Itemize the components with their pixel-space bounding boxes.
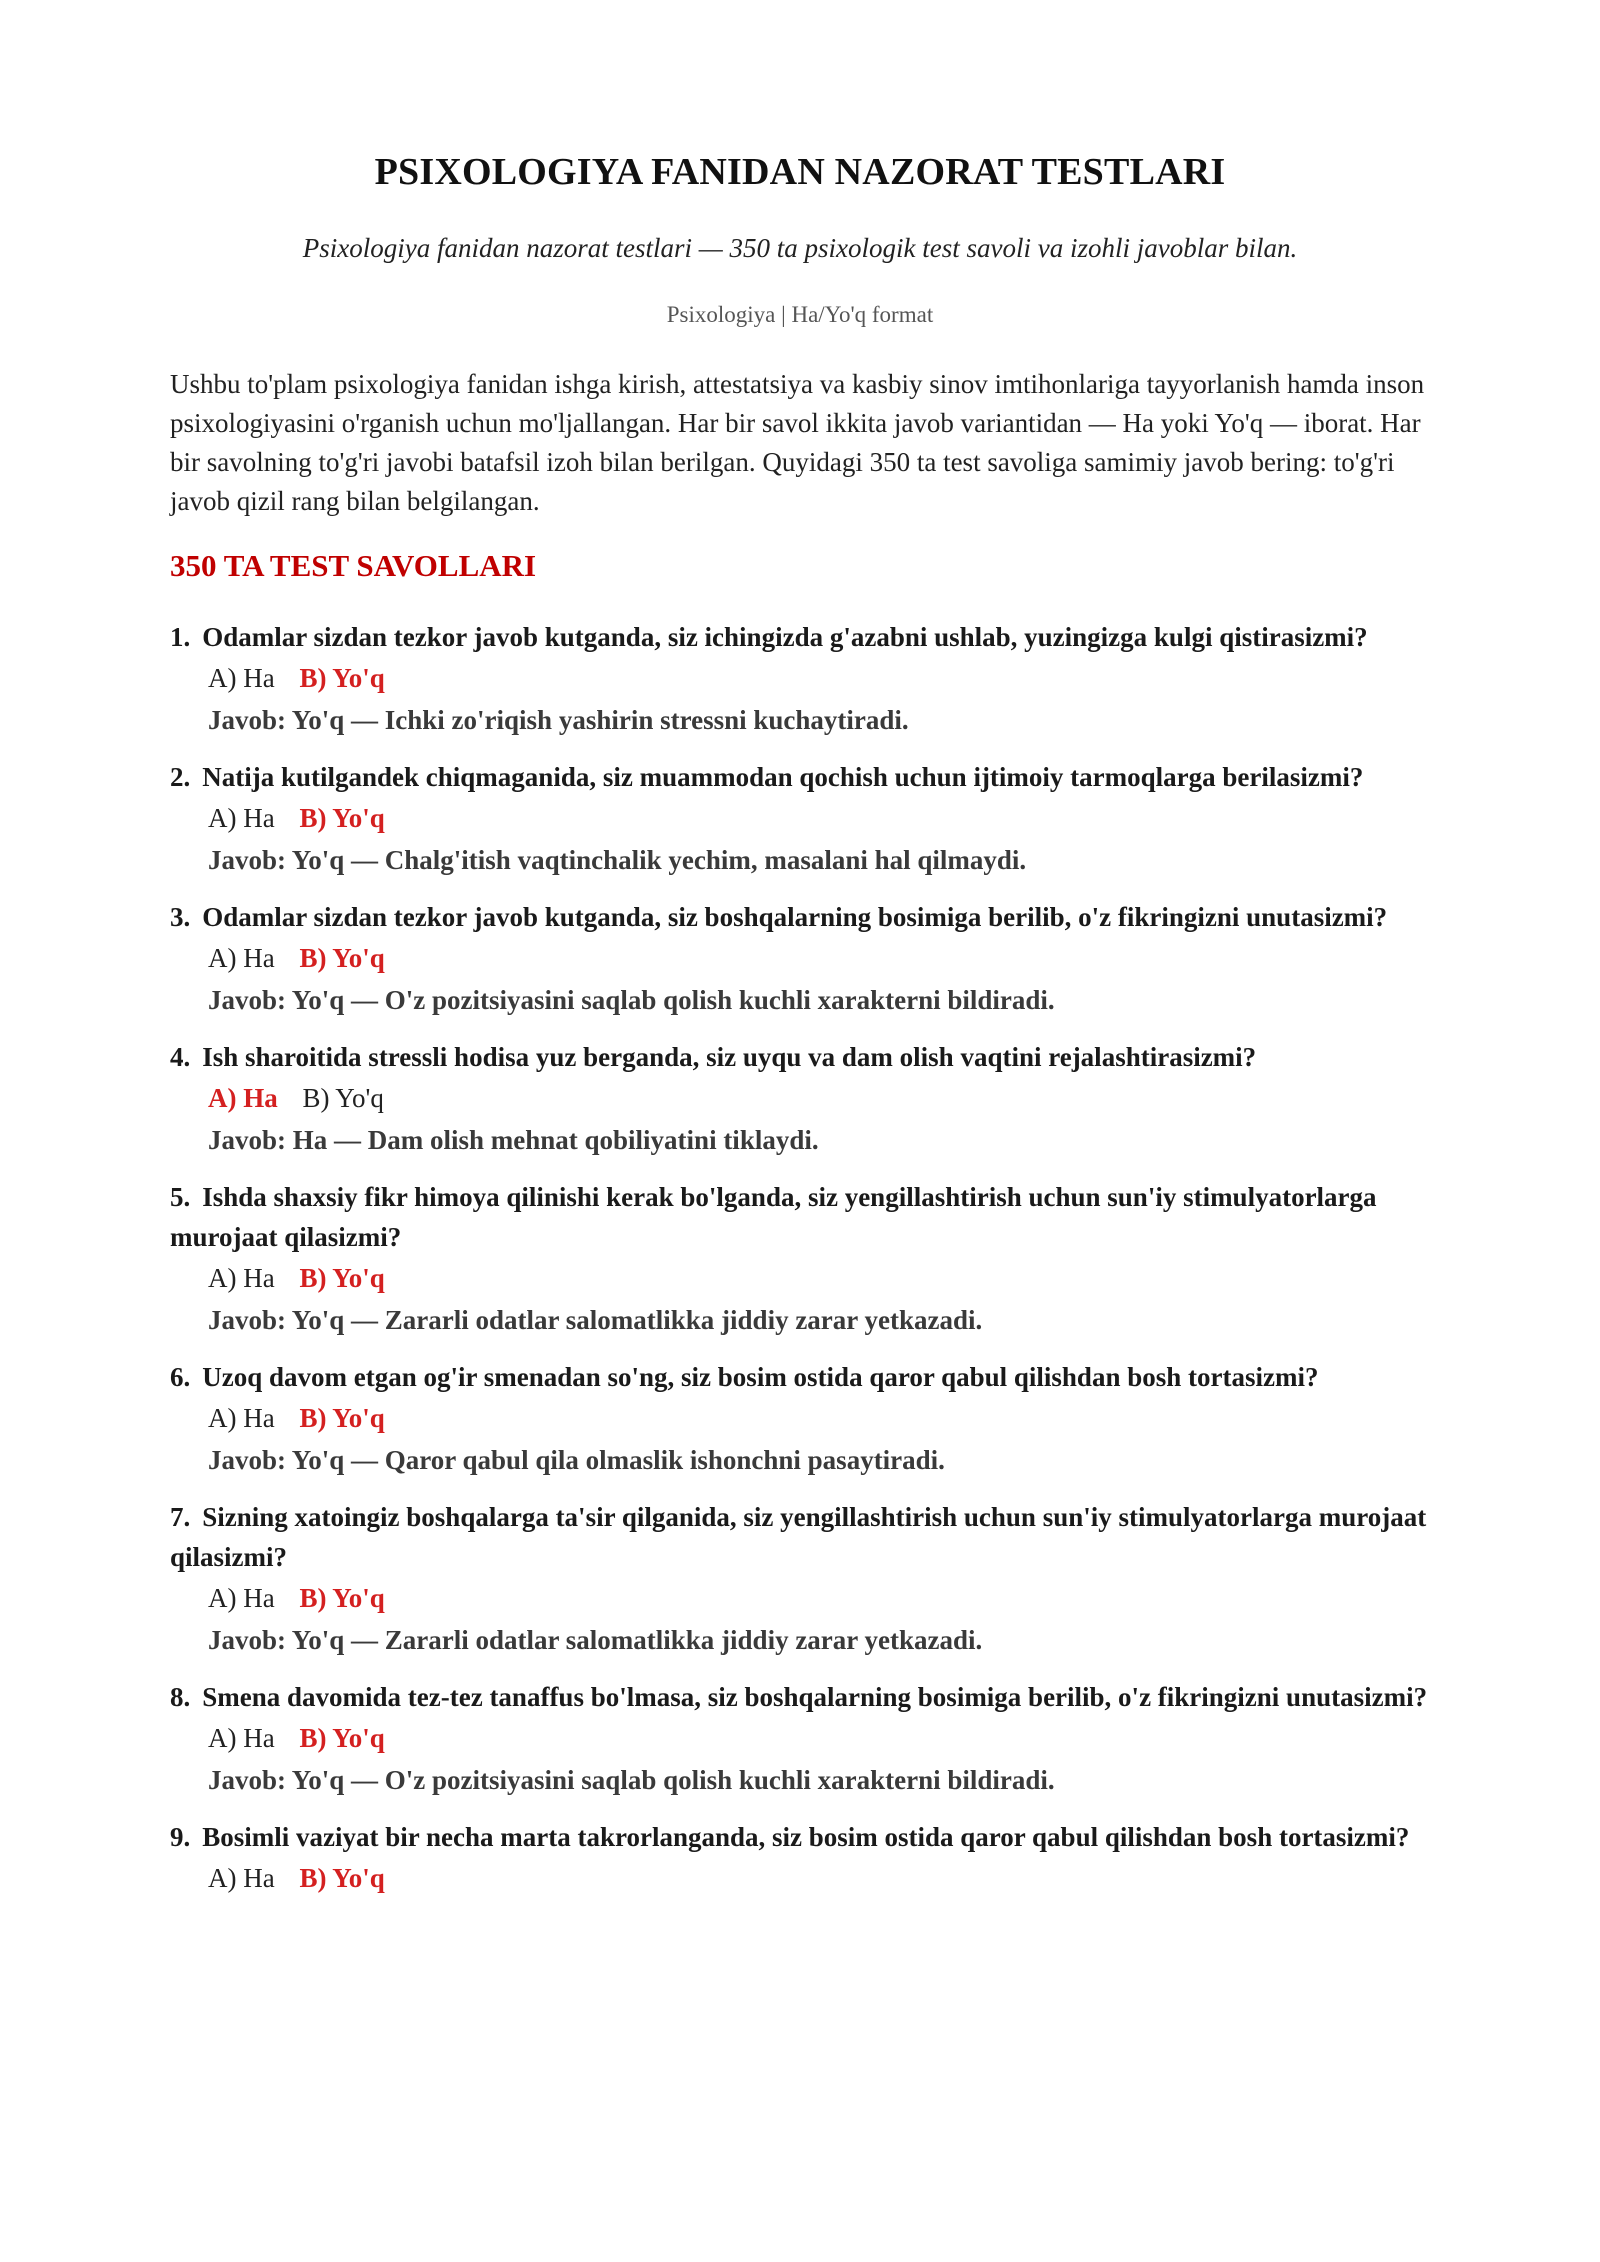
answer-explanation: Javob: Yo'q — Qaror qabul qila olmaslik ishonchni pasaytiradi.: [208, 1445, 945, 1475]
question-body: Uzoq davom etgan og'ir smenadan so'ng, siz bosim ostida qaror qabul qilishdan bosh tortasizmi?: [202, 1362, 1319, 1392]
option-b[interactable]: B) Yo'q: [299, 1723, 385, 1753]
question-options: [208, 1857, 1460, 1899]
question-item: [170, 617, 1460, 741]
question-item: [170, 1037, 1460, 1161]
question-body: Odamlar sizdan tezkor javob kutganda, siz boshqalarning bosimiga berilib, o'z fikringizni unutasizmi?: [202, 902, 1388, 932]
question-number: 4.: [170, 1042, 191, 1072]
answer-explanation: Javob: Yo'q — O'z pozitsiyasini saqlab qolish kuchli xarakterni bildiradi.: [208, 1765, 1055, 1795]
option-a[interactable]: A) Ha: [208, 1083, 278, 1113]
question-item: [170, 1357, 1460, 1481]
question-item: [170, 1177, 1460, 1341]
question-body: Ish sharoitida stressli hodisa yuz berganda, siz uyqu va dam olish vaqtini rejalashtirasizmi?: [202, 1042, 1257, 1072]
option-a[interactable]: A) Ha: [208, 803, 275, 833]
question-number: 8.: [170, 1682, 191, 1712]
answer-explanation: Javob: Yo'q — Ichki zo'riqish yashirin stressni kuchaytiradi.: [208, 705, 909, 735]
option-a[interactable]: A) Ha: [208, 663, 275, 693]
question-number: 6.: [170, 1362, 191, 1392]
intro-paragraph: Ushbu to'plam psixologiya fanidan ishga kirish, attestatsiya va kasbiy sinov imtihonlariga tayyorlanish hamda inson psixologiyasini o'rganish uchun mo'ljallangan. Har bir savol ikkita javob variantidan — Ha yoki Yo'q — iborat. Har bir savolning to'g'ri javobi batafsil izoh bilan berilgan. Quyidagi 350 ta test savoliga samimiy javob bering: to'g'ri javob qizil rang bilan belgilangan.: [170, 369, 1425, 516]
question-body: Ishda shaxsiy fikr himoya qilinishi kerak bo'lganda, siz yengillashtirish uchun sun'iy stimulyatorlarga murojaat qilasizmi?: [170, 1182, 1377, 1252]
option-a[interactable]: A) Ha: [208, 943, 275, 973]
option-b[interactable]: B) Yo'q: [299, 1863, 385, 1893]
answer-explanation: Javob: Yo'q — Zararli odatlar salomatlikka jiddiy zarar yetkazadi.: [208, 1305, 983, 1335]
question-number: 7.: [170, 1502, 191, 1532]
option-b[interactable]: B) Yo'q: [299, 1403, 385, 1433]
document-subtitle: Psixologiya fanidan nazorat testlari — 350 ta psixologik test savoli va izohli javoblar bilan.: [302, 233, 1298, 263]
question-item: [170, 1817, 1460, 1899]
question-options: [208, 1577, 1460, 1619]
option-a[interactable]: A) Ha: [208, 1403, 275, 1433]
document-meta: Psixologiya | Ha/Yo'q format: [666, 302, 934, 327]
question-text: [170, 1357, 1460, 1397]
question-options: [208, 1077, 1460, 1119]
option-b[interactable]: B) Yo'q: [299, 943, 385, 973]
option-a[interactable]: A) Ha: [208, 1263, 275, 1293]
question-body: Natija kutilgandek chiqmaganida, siz muammodan qochish uchun ijtimoiy tarmoqlarga berilasizmi?: [202, 762, 1364, 792]
question-options: [208, 657, 1460, 699]
question-body: Sizning xatoingiz boshqalarga ta'sir qilganida, siz yengillashtirish uchun sun'iy stimulyatorlarga murojaat qilasizmi?: [170, 1502, 1427, 1572]
question-text: [170, 1817, 1460, 1857]
answer-explanation: Javob: Ha — Dam olish mehnat qobiliyatini tiklaydi.: [208, 1125, 819, 1155]
option-b[interactable]: B) Yo'q: [299, 1263, 385, 1293]
question-text: [170, 897, 1460, 937]
question-text: [170, 1677, 1460, 1717]
question-text: [170, 757, 1460, 797]
answer-explanation: Javob: Yo'q — Zararli odatlar salomatlikka jiddiy zarar yetkazadi.: [208, 1625, 983, 1655]
option-a[interactable]: A) Ha: [208, 1863, 275, 1893]
question-text: [170, 1497, 1460, 1577]
question-number: 1.: [170, 622, 191, 652]
option-a[interactable]: A) Ha: [208, 1723, 275, 1753]
question-number: 3.: [170, 902, 191, 932]
section-heading: 350 TA TEST SAVOLLARI: [170, 548, 537, 583]
question-item: [170, 897, 1460, 1021]
question-number: 9.: [170, 1822, 191, 1852]
question-options: [208, 797, 1460, 839]
question-options: [208, 1257, 1460, 1299]
question-body: Bosimli vaziyat bir necha marta takrorlanganda, siz bosim ostida qaror qabul qilishdan bosh tortasizmi?: [202, 1822, 1410, 1852]
question-text: [170, 1177, 1460, 1257]
question-body: Smena davomida tez-tez tanaffus bo'lmasa, siz boshqalarning bosimiga berilib, o'z fikringizni unutasizmi?: [202, 1682, 1428, 1712]
question-options: [208, 1397, 1460, 1439]
question-number: 5.: [170, 1182, 191, 1212]
question-options: [208, 937, 1460, 979]
answer-explanation: Javob: Yo'q — O'z pozitsiyasini saqlab qolish kuchli xarakterni bildiradi.: [208, 985, 1055, 1015]
question-options: [208, 1717, 1460, 1759]
question-text: [170, 617, 1460, 657]
question-item: [170, 757, 1460, 881]
option-b[interactable]: B) Yo'q: [299, 803, 385, 833]
option-b[interactable]: B) Yo'q: [302, 1083, 384, 1113]
question-list: [170, 617, 1460, 1915]
question-text: [170, 1037, 1460, 1077]
question-item: [170, 1497, 1460, 1661]
option-b[interactable]: B) Yo'q: [299, 1583, 385, 1613]
question-body: Odamlar sizdan tezkor javob kutganda, siz ichingizda g'azabni ushlab, yuzingizga kulgi qistirasizmi?: [202, 622, 1368, 652]
option-b[interactable]: B) Yo'q: [299, 663, 385, 693]
question-item: [170, 1677, 1460, 1801]
document-title: PSIXOLOGIYA FANIDAN NAZORAT TESTLARI: [374, 151, 1226, 193]
option-a[interactable]: A) Ha: [208, 1583, 275, 1613]
answer-explanation: Javob: Yo'q — Chalg'itish vaqtinchalik yechim, masalani hal qilmaydi.: [208, 845, 1027, 875]
question-number: 2.: [170, 762, 191, 792]
